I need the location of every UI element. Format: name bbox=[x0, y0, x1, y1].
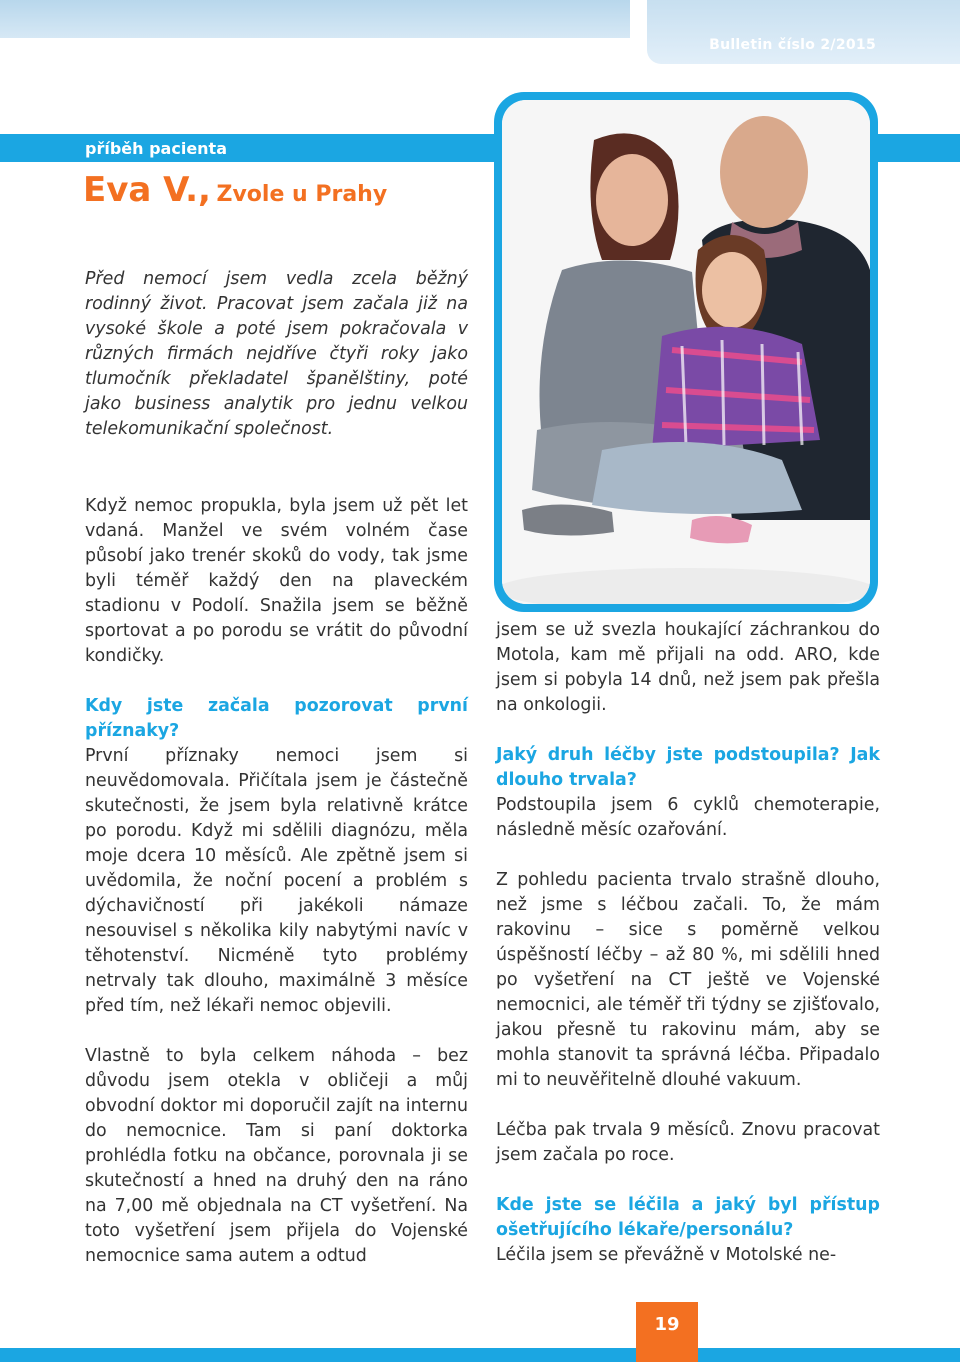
section-label: příběh pacienta bbox=[85, 139, 227, 158]
bulletin-tab bbox=[647, 0, 960, 64]
intro-text: Před nemocí jsem vedla zcela běžný rodinný život. Pracovat jsem začala již na vysoké škole a poté jsem pokračovala v různých firmách nejdříve čtyři roky jako tlumočník překladatel španělštiny, poté jako business analytik pro jednu velkou telekomunikační společnost. bbox=[85, 269, 468, 439]
spacer bbox=[85, 1019, 468, 1044]
left-paragraph-1: Když nemoc propukla, byla jsem už pět let vdaná. Manžel ve svém volném čase působí jako trenér skoků do vody, tak jsme byli téměř každý den na plaveckém stadionu v Podolí. Snažila jsem se běžně sportovat a po porodu se vrátit do původní kondičky. bbox=[85, 496, 468, 666]
top-decor-band bbox=[0, 0, 630, 38]
right-paragraph-3: Léčba pak trvala 9 měsíců. Znovu pracovat jsem začala po roce. bbox=[496, 1120, 880, 1165]
right-column bbox=[496, 618, 880, 1268]
page-number-box bbox=[636, 1302, 698, 1348]
bottom-band-page-gap bbox=[636, 1348, 698, 1362]
spacer bbox=[496, 718, 880, 743]
bottom-band bbox=[0, 1348, 960, 1362]
patient-name: Eva V., bbox=[83, 170, 211, 210]
family-photo-illustration bbox=[502, 100, 870, 604]
answer-3: Léčila jsem se převážně v Motolské ne- bbox=[496, 1245, 837, 1265]
spacer bbox=[496, 1093, 880, 1118]
page-number: 19 bbox=[654, 1314, 680, 1335]
bulletin-issue: Bulletin číslo 2/2015 bbox=[709, 37, 876, 53]
question-2: Jaký druh léčby jste podstoupila? Jak dlouho trvala? bbox=[496, 745, 880, 790]
answer-2: Podstoupila jsem 6 cyklů chemoterapie, následně měsíc ozařování. bbox=[496, 795, 880, 840]
question-1: Kdy jste začala pozorovat první příznaky? bbox=[85, 696, 468, 741]
answer-1: První příznaky nemoci jsem si neuvědomovala. Přičítala jsem je částečně skutečnosti, že jsem byla relativně krátce po porodu. Když mi sdělili diagnózu, měla moje dcera 10 měsíců. Ale zpětně jsem si uvědomila, že noční pocení a problém s dýchavičností při jakékoli námaze nesouvisel s několika kily nabytými navíc v těhotenství. Nicméně tyto problémy netrvaly tak dlouho, maximálně 3 měsíce před tím, než lékaři nemoc objevili. bbox=[85, 746, 468, 1016]
spacer bbox=[496, 843, 880, 868]
page-title bbox=[83, 170, 387, 210]
left-paragraph-2: Vlastně to byla celkem náhoda – bez důvodu jsem otekla v obličeji a můj obvodní doktor mi doporučil zajít na internu do nemocnice. Tam si paní doktorka prohlédla fotku na občance, porovnala ji se skutečností a hned na druhý den na ráno na 7,00 mě objednala na CT vyšetření. Na toto vyšetření jsem přijela do Vojenské nemocnice sama autem a odtud bbox=[85, 1046, 468, 1266]
patient-place: Zvole u Prahy bbox=[216, 182, 388, 207]
spacer bbox=[85, 669, 468, 694]
left-column bbox=[85, 494, 468, 1269]
spacer bbox=[496, 1168, 880, 1193]
question-3: Kde jste se léčila a jaký byl přístup ošetřujícího lékaře/personálu? bbox=[496, 1195, 880, 1240]
family-photo bbox=[502, 100, 870, 604]
intro-paragraph bbox=[85, 267, 468, 442]
family-photo-frame bbox=[494, 92, 878, 612]
right-paragraph-1: jsem se už svezla houkající záchrankou do Motola, kam mě přijali na odd. ARO, kde jsem si pobyla 14 dnů, než jsem pak přešla na onkologii. bbox=[496, 620, 880, 715]
right-paragraph-2: Z pohledu pacienta trvalo strašně dlouho, než jsme s léčbou začali. To, že mám rakovinu – sice s poměrně velkou úspěšností léčby – až 80 %, mi sdělili hned po vyšetření na CT ještě ve Vojenské nemocnici, ale téměř tři týdny se zjišťovalo, jakou přesně tu rakovinu mám, aby se mohla stanovit ta správná léčba. Připadalo mi to neuvěřitelně dlouhé vakuum. bbox=[496, 870, 880, 1090]
